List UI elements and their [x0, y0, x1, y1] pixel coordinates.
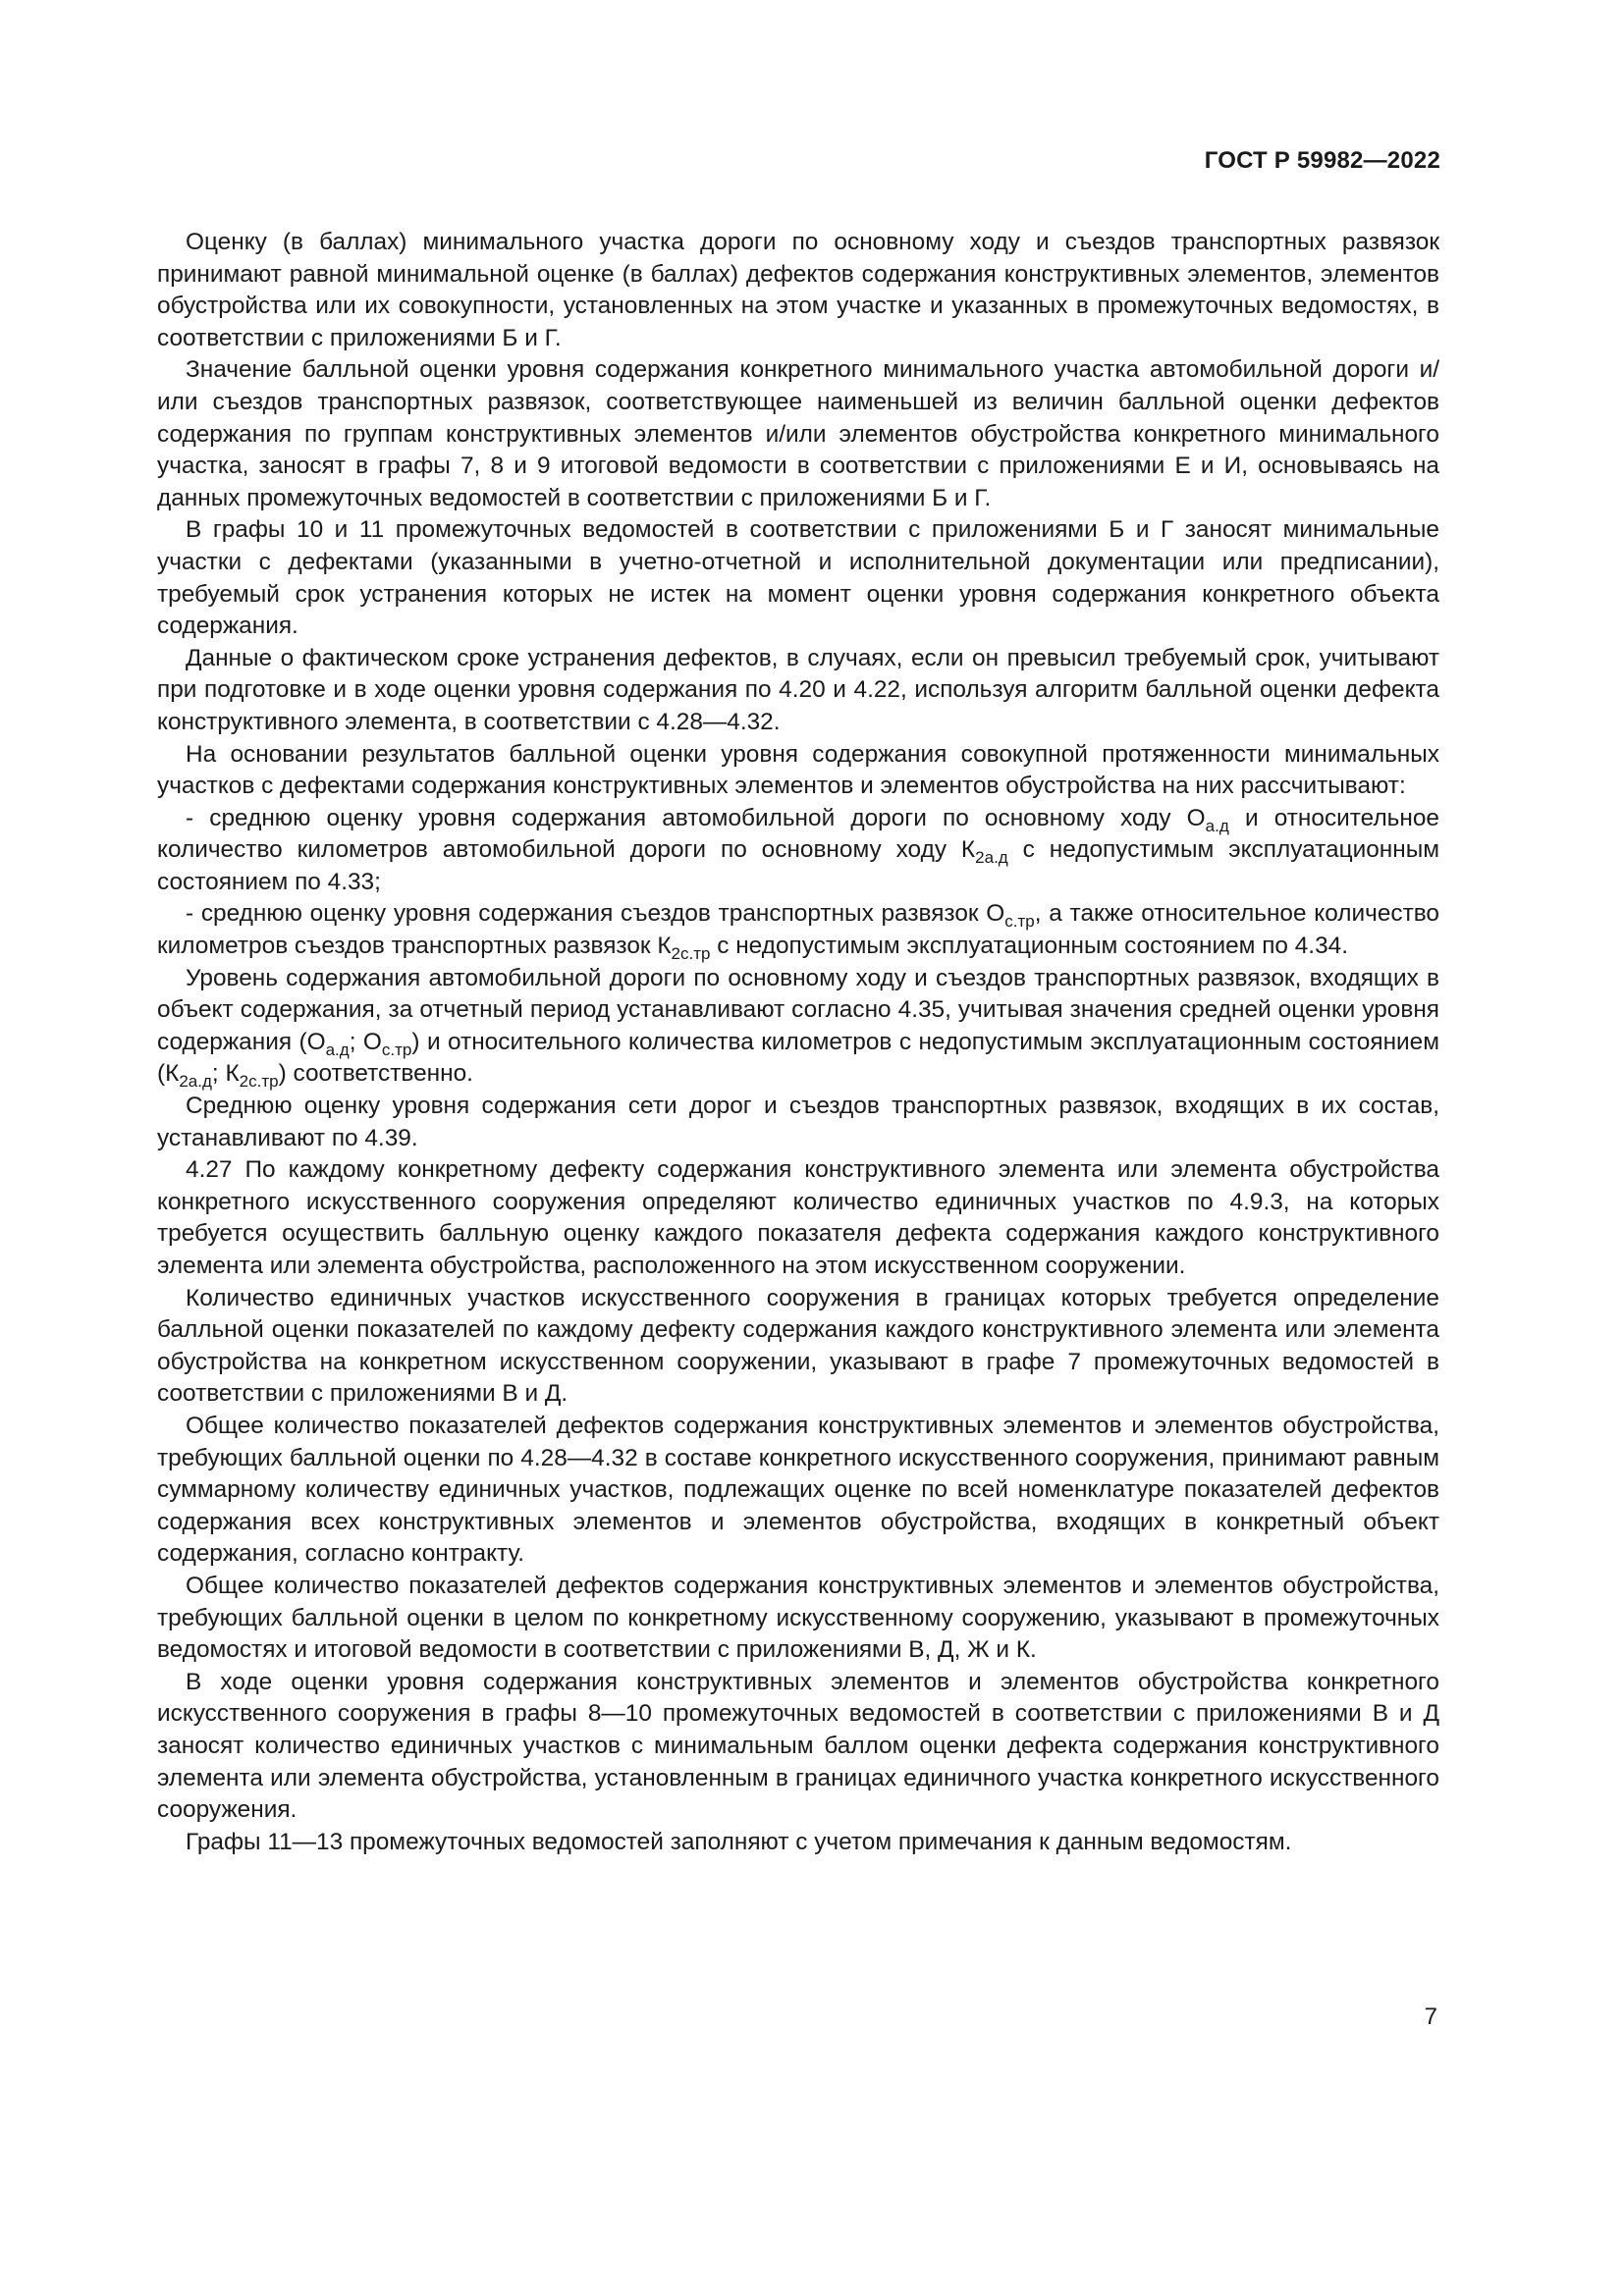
body-paragraph: Общее количество показателей дефектов содержания конструктивных элементов и элементов обустройства, требующих балльной оценки в целом по конкретному искусственному сооружению, указывают в промежуточных ведомостях и итоговой ведомости в соответствии с приложениями В, Д, Ж и К. [157, 1572, 1439, 1664]
body-paragraph: В ходе оценки уровня содержания конструктивных элементов и элементов обустройства конкретного искусственного сооружения в графы 8—10 промежуточных ведомостей в соответствии с приложениями В и Д заносят количество единичных участков с минимальным баллом оценки дефекта содержания конструктивного элемента или элемента обустройства, установленным в границах единичного участка конкретного искусственного сооружения. [157, 1668, 1439, 1824]
text-run: ; О [349, 1028, 382, 1055]
body-paragraph: Общее количество показателей дефектов содержания конструктивных элементов и элементов обустройства, требующих балльной оценки по 4.28—4.32 в составе конкретного искусственного сооружения, принимают равным суммарному количеству единичных участков, подлежащих оценке по всей номенклатуре показателей дефектов содержания всех конструктивных элементов и элементов обустройства, входящих в конкретный объект содержания, согласно контракту. [157, 1412, 1439, 1568]
subscript: 2с.тр [671, 944, 711, 964]
page-number: 7 [1424, 2003, 1437, 2030]
body-paragraph: Данные о фактическом сроке устранения дефектов, в случаях, если он превысил требуемый срок, учитывают при подготовке и в ходе оценки уровня содержания по 4.20 и 4.22, используя алгоритм балльной оценки дефекта конструктивного элемента, в соответствии с 4.28—4.32. [157, 644, 1439, 735]
body-paragraph: 4.27 По каждому конкретному дефекту содержания конструктивного элемента или элемента обустройства конкретного искусственного сооружения определяют количество единичных участков по 4.9.3, на которых требуется осуществить балльную оценку каждого показателя дефекта содержания каждого конструктивного элемента или элемента обустройства, расположенного на этом искусственном сооружении. [157, 1156, 1439, 1279]
body-paragraph: Среднюю оценку уровня содержания сети дорог и съездов транспортных развязок, входящих в их состав, устанавливают по 4.39. [157, 1093, 1439, 1151]
body-paragraph [157, 898, 1439, 962]
body-paragraph: На основании результатов балльной оценки уровня содержания совокупной протяженности минимальных участков с дефектами содержания конструктивных элементов и элементов обустройства на них рассчитывают: [157, 740, 1439, 800]
subscript: 2а.д [975, 848, 1008, 868]
text-run: и относительное количество километров автомобильной дороги по основному ходу К [157, 804, 1439, 864]
subscript: а.д [325, 1040, 350, 1059]
body-paragraph: Графы 11—13 промежуточных ведомостей заполняют с учетом примечания к данным ведомостям. [186, 1828, 1292, 1855]
body-paragraph [157, 963, 1439, 1091]
document-code-header: ГОСТ Р 59982—2022 [1204, 147, 1440, 174]
document-body [157, 227, 1439, 1858]
subscript: а.д [1205, 816, 1229, 835]
body-paragraph: Оценку (в баллах) минимального участка дороги по основному ходу и съездов транспортных развязок принимают равной минимальной оценке (в баллах) дефектов содержания конструктивных элементов, элементов обустройства или их совокупности, установленных на этом участке и указанных в промежуточных ведомостях, в соответствии с приложениями Б и Г. [157, 229, 1439, 351]
subscript: 2с.тр [239, 1072, 279, 1092]
text-run: Уровень содержания автомобильной дороги по основному ходу и съездов транспортных развязок, входящих в объект содержания, за отчетный период устанавливают согласно 4.35, учитывая значения средней оценки уровня содержания (О [157, 964, 1439, 1055]
body-paragraph [157, 803, 1439, 899]
text-run: с недопустимым эксплуатационным состоянием по 4.34. [710, 933, 1348, 960]
text-run: ; К [211, 1060, 240, 1088]
text-run: - среднюю оценку уровня содержания съездов транспортных развязок О [186, 900, 1005, 928]
subscript: с.тр [1004, 912, 1035, 932]
body-paragraph: Значение балльной оценки уровня содержания конкретного минимального участка автомобильной дороги и/или съездов транспортных развязок, соответствующее наименьшей из величин балльной оценки дефектов содержания по группам конструктивных элементов и/или элементов обустройства конкретного минимального участка, заносят в графы 7, 8 и 9 итоговой ведомости в соответствии с приложениями Е и И, основываясь на данных промежуточных ведомостей в соответствии с приложениями Б и Г. [157, 356, 1439, 511]
text-run: - среднюю оценку уровня содержания автомобильной дороги по основному ходу О [186, 804, 1206, 831]
subscript: 2а.д [179, 1072, 212, 1092]
body-paragraph: В графы 10 и 11 промежуточных ведомостей в соответствии с приложениями Б и Г заносят минимальные участки с дефектами (указанными в учетно-отчетной и исполнительной документации или предписании), требуемый срок устранения которых не истек на момент оценки уровня содержания конкретного объекта содержания. [157, 516, 1439, 640]
text-run: , а также относительное количество километров съездов транспортных развязок К [157, 900, 1439, 960]
text-run: с недопустимым эксплуатационным состоянием по 4.33; [157, 836, 1440, 895]
subscript: с.тр [381, 1040, 412, 1059]
text-run: ) и относительного количества километров с недопустимым эксплуатационным состоянием (К [157, 1028, 1439, 1088]
body-paragraph: Количество единичных участков искусственного сооружения в границах которых требуется определение балльной оценки показателей по каждому дефекту содержания каждого конструктивного элемента или элемента обустройства на конкретном искусственном сооружении, указывают в графе 7 промежуточных ведомостей в соответствии с приложениями В и Д. [157, 1284, 1439, 1408]
text-run: ) соответственно. [278, 1060, 473, 1088]
